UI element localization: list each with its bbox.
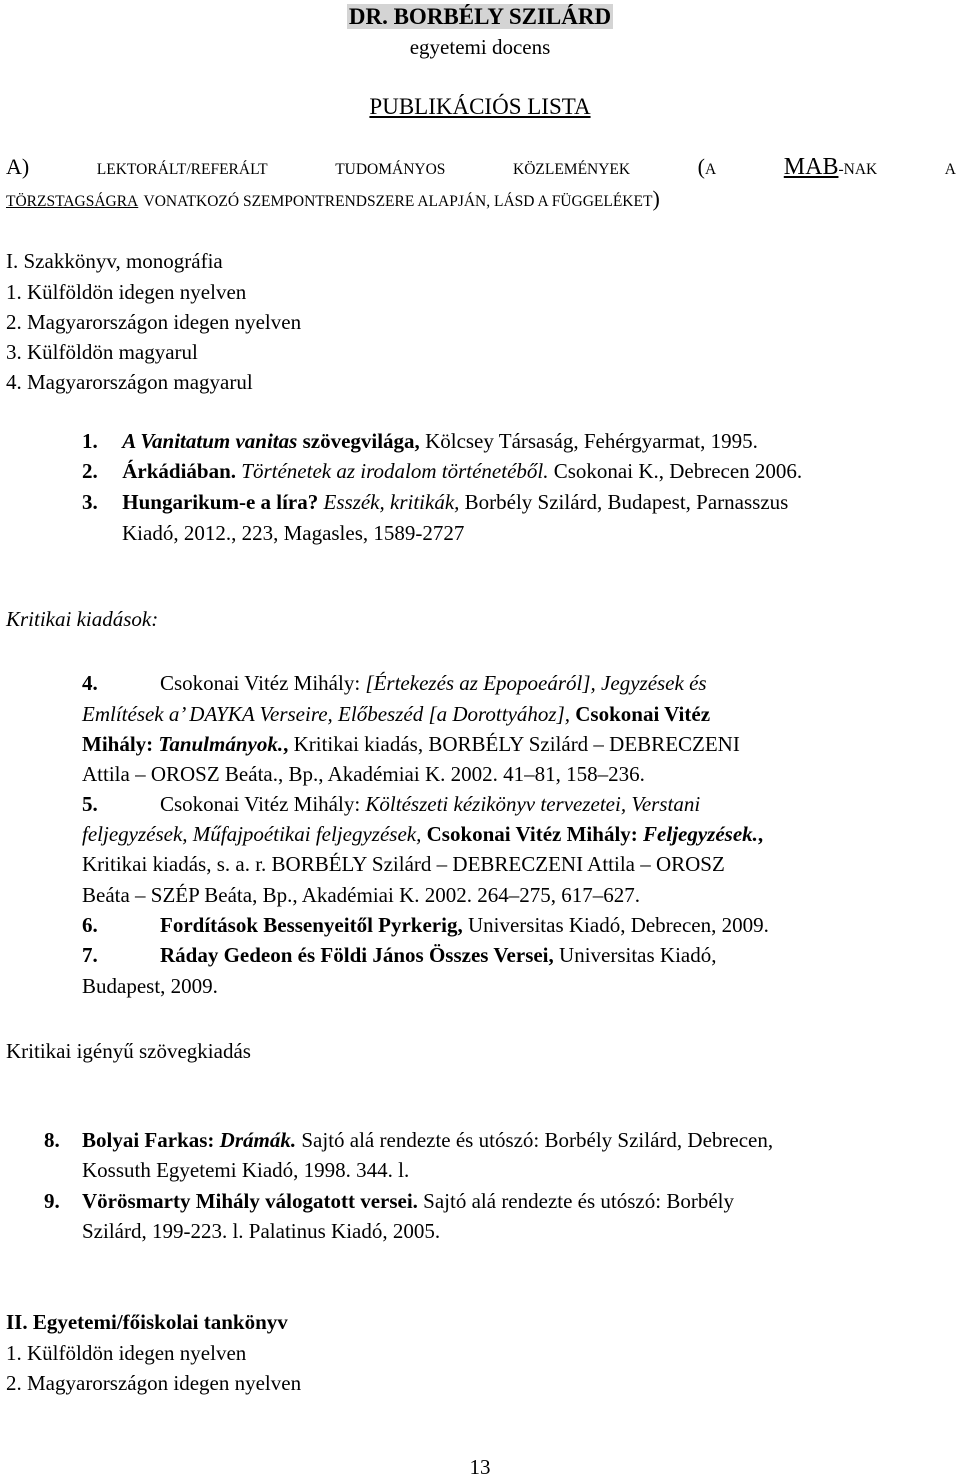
- section-1-heading: I. Szakkönyv, monográfia: [6, 249, 223, 273]
- author-name-line: [0, 4, 960, 29]
- section-2-item: 2. Magyarországon idegen nyelven: [6, 1371, 302, 1395]
- entry-line: feljegyzések, Műfajpoétikai feljegyzések, Csokonai Vitéz Mihály: Feljegyzések.,: [82, 822, 764, 846]
- kritikai-igenyu-heading: Kritikai igényű szövegkiadás: [6, 1039, 251, 1063]
- publication-item-continuation: Kiadó, 2012., 223, Magasles, 1589-2727: [122, 521, 465, 545]
- entry-line: Budapest, 2009.: [82, 974, 218, 998]
- entry-line: Mihály: Tanulmányok., Kritikai kiadás, BORBÉLY Szilárd – DEBRECZENI: [82, 732, 740, 756]
- entry-line: Ráday Gedeon és Földi János Összes Versei, Universitas Kiadó,: [160, 943, 717, 967]
- entry-number: 7.: [82, 943, 98, 967]
- publication-item: 1. A Vanitatum vanitas szövegvilága, Kölcsey Társaság, Fehérgyarmat, 1995.: [82, 429, 758, 453]
- section-2-heading: II. Egyetemi/főiskolai tankönyv: [6, 1310, 288, 1334]
- page-title-text: PUBLIKÁCIÓS LISTA: [369, 94, 591, 119]
- entry-line: Vörösmarty Mihály válogatott versei. Sajtó alá rendezte és utószó: Borbély: [82, 1189, 734, 1213]
- entry-line: Szilárd, 199-223. l. Palatinus Kiadó, 2005.: [82, 1219, 441, 1243]
- entry-number: 5.: [82, 792, 98, 816]
- publication-item: 3. Hungarikum-e a líra? Esszék, kritikák, Borbély Szilárd, Budapest, Parnasszus: [82, 490, 789, 514]
- section-a-heading-line2: TÖRZSTAGSÁGRA VONATKOZÓ SZEMPONTRENDSZERE ALAPJÁN, LÁSD A FÜGGELÉKET): [6, 186, 660, 211]
- section-1-item: 2. Magyarországon idegen nyelven: [6, 310, 302, 334]
- section-a-heading-line1: A) LEKTORÁLT/REFERÁLT TUDOMÁNYOS KÖZLEMÉNYEK (A MAB-NAK A: [6, 154, 956, 180]
- section-1-item: 4. Magyarországon magyarul: [6, 370, 253, 394]
- entry-line: Csokonai Vitéz Mihály: Költészeti kézikönyv tervezetei, Verstani: [160, 792, 701, 816]
- author-title: egyetemi docens: [409, 35, 551, 59]
- section-1-item: 3. Külföldön magyarul: [6, 340, 198, 364]
- entry-number: 6.: [82, 913, 98, 937]
- kritikai-kiadasok-heading: Kritikai kiadások:: [6, 607, 159, 631]
- entry-line: Bolyai Farkas: Drámák. Sajtó alá rendezte és utószó: Borbély Szilárd, Debrecen,: [82, 1128, 774, 1152]
- entry-line: Fordítások Bessenyeitől Pyrkerig, Universitas Kiadó, Debrecen, 2009.: [160, 913, 769, 937]
- author-name: DR. BORBÉLY SZILÁRD: [348, 4, 612, 29]
- section-1-item: 1. Külföldön idegen nyelven: [6, 280, 247, 304]
- entry-number: 4.: [82, 671, 98, 695]
- entry-line: Beáta – SZÉP Beáta, Bp., Akadémiai K. 2002. 264–275, 617–627.: [82, 883, 640, 907]
- entry-line: Kossuth Egyetemi Kiadó, 1998. 344. l.: [82, 1158, 410, 1182]
- page-title: [0, 94, 960, 119]
- publication-item: 2. Árkádiában. Történetek az irodalom történetéből. Csokonai K., Debrecen 2006.: [82, 459, 803, 483]
- entry-line: Attila – OROSZ Beáta., Bp., Akadémiai K. 2002. 41–81, 158–236.: [82, 762, 645, 786]
- entry-number: 8.: [44, 1128, 60, 1152]
- entry-line: Említések a’ DAYKA Verseire, Előbeszéd [a Dorottyához], Csokonai Vitéz: [82, 702, 711, 726]
- section-2-item: 1. Külföldön idegen nyelven: [6, 1341, 247, 1365]
- page-number: 13: [469, 1455, 491, 1479]
- entry-line: Csokonai Vitéz Mihály: [Értekezés az Epopoeáról], Jegyzések és: [160, 671, 707, 695]
- entry-number: 9.: [44, 1189, 60, 1213]
- entry-line: Kritikai kiadás, s. a. r. BORBÉLY Szilárd – DEBRECZENI Attila – OROSZ: [82, 852, 725, 876]
